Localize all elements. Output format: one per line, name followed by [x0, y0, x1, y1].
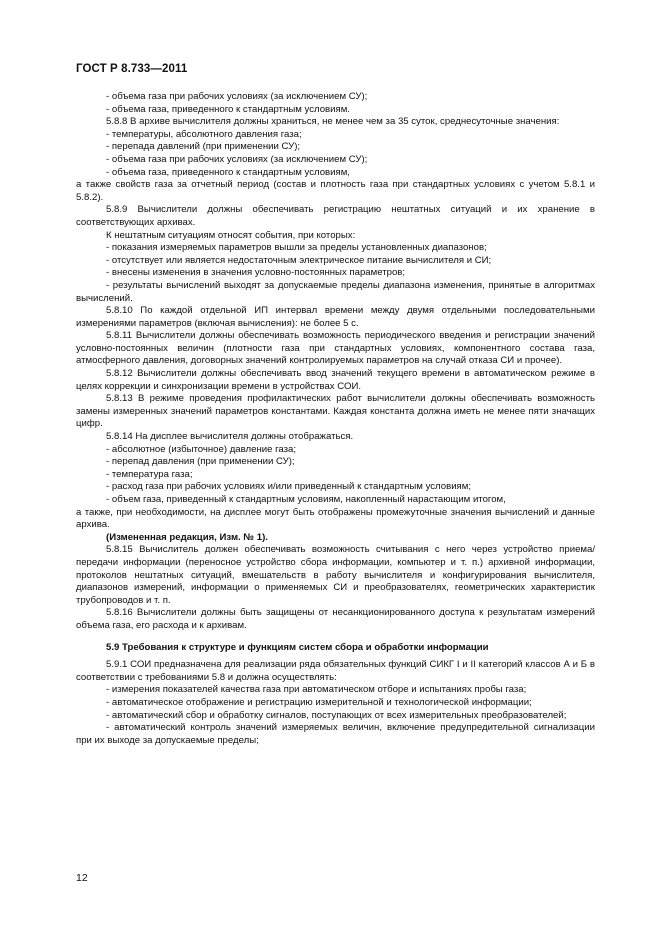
list-item: - объем газа, приведенный к стандартным условиям, накопленный нарастающим итогом,	[106, 494, 506, 505]
clause-5-8-16: 5.8.16 Вычислители должны быть защищены от несанкционированного доступа к результатам измерений объема газа, его расхода и к архивам.	[76, 607, 595, 631]
clause-5-8-10: 5.8.10 По каждой отдельной ИП интервал времени между двумя отдельными последовательными измерениями параметров (включая вычисления): не более 5 с.	[76, 305, 595, 329]
amendment-note: (Измененная редакция, Изм. № 1).	[106, 531, 268, 543]
section-heading-5-9: 5.9 Требования к структуре и функциям систем сбора и обработки информации	[106, 641, 489, 653]
list-item: - автоматический сбор и обработку сигналов, поступающих от всех измерительных преобразователей;	[106, 709, 567, 721]
list-item: - температура газа;	[106, 468, 193, 480]
list-item: - отсутствует или является недостаточным электрическое питание вычислителя и СИ;	[106, 254, 492, 266]
paragraph: а также, при необходимости, на дисплее могут быть отображены промежуточные значения вычислений и данные архива.	[76, 506, 595, 531]
list-item: - объема газа, приведенного к стандартным условиям.	[106, 103, 350, 115]
page-body	[76, 91, 595, 747]
list-item: - перепад давления (при применении СУ);	[106, 456, 295, 468]
list-item: - автоматический контроль значений измеряемых величин, включение предупредительной сигнализации при их выходе за допускаемые пределы;	[76, 722, 595, 746]
paragraph: а также свойств газа за отчетный период (состав и плотность газа при стандартных условиях с учетом 5.8.1 и 5.8.2).	[76, 179, 595, 203]
list-item: - абсолютное (избыточное) давление газа;	[106, 443, 297, 455]
list-item: - показания измеряемых параметров вышли за пределы установленных диапазонов;	[106, 242, 487, 254]
list-item: - температуры, абсолютного давления газа;	[106, 128, 302, 140]
clause-5-8-12: 5.8.12 Вычислители должны обеспечивать ввод значений текущего времени в автоматическом режиме в целях коррекции и синхронизации времени в устройствах СОИ.	[76, 368, 595, 392]
list-item: - объема газа, приведенного к стандартным условиям,	[106, 166, 350, 178]
list-item: - объема газа при рабочих условиях (за исключением СУ);	[106, 91, 368, 102]
clause-5-9-1: 5.9.1 СОИ предназначена для реализации ряда обязательных функций СИКГ I и II категорий классов А и Б в соответствии с требованиями 5.8 и должна осуществлять:	[76, 659, 595, 683]
clause-5-8-11: 5.8.11 Вычислители должны обеспечивать возможность периодического введения и регистрации значений условно-постоянных величин (плотности газа при стандартных условиях, компонентного состава газа, атмосферного давления, договорных значений контролируемых параметров на случай отказа СИ и прочее).	[76, 330, 595, 367]
list-item: - результаты вычислений выходят за допускаемые пределы диапазона изменения, принятые в алгоритмах вычислений.	[76, 279, 595, 304]
clause-5-8-14: 5.8.14 На дисплее вычислителя должны отображаться.	[106, 431, 354, 443]
clause-5-8-9: 5.8.9 Вычислители должны обеспечивать регистрацию нештатных ситуаций и их хранение в соответствующих архивах.	[76, 204, 595, 228]
list-item: - перепада давлений (при применении СУ);	[106, 141, 301, 153]
clause-5-8-8: 5.8.8 В архиве вычислителя должны храниться, не менее чем за 35 суток, среднесуточные значения:	[106, 116, 560, 128]
list-item: - внесены изменения в значения условно-постоянных параметров;	[106, 267, 406, 279]
document-header: ГОСТ Р 8.733—2011	[76, 63, 188, 75]
clause-5-8-13: 5.8.13 В режиме проведения профилактических работ вычислители должны обеспечивать возможность замены измеренных значений параметров константами. Каждая константа должна иметь не менее пяти значащих цифр.	[76, 393, 595, 430]
page-number: 12	[76, 872, 88, 884]
clause-5-8-15: 5.8.15 Вычислитель должен обеспечивать возможность считывания с него через устройство приема/передачи информации (переносное устройство сбора информации, компьютер и т. п.) архивной информации, протоколов нештатных ситуаций, вмешательств в работу вычислителя и конфигурирования вычислителя, диапазонов измерений, информации о применяемых СИ и преобразователях, геометрических характеристик трубопроводов и т. п.	[76, 544, 595, 606]
list-item: - измерения показателей качества газа при автоматическом отборе и испытаниях пробы газа;	[106, 684, 527, 696]
paragraph: К нештатным ситуациям относят события, при которых:	[106, 229, 356, 241]
list-item: - объема газа при рабочих условиях (за исключением СУ);	[106, 153, 368, 165]
list-item: - расход газа при рабочих условиях и/или приведенный к стандартным условиям;	[106, 481, 472, 493]
list-item: - автоматическое отображение и регистрацию измерительной и технологической информации;	[106, 696, 532, 708]
